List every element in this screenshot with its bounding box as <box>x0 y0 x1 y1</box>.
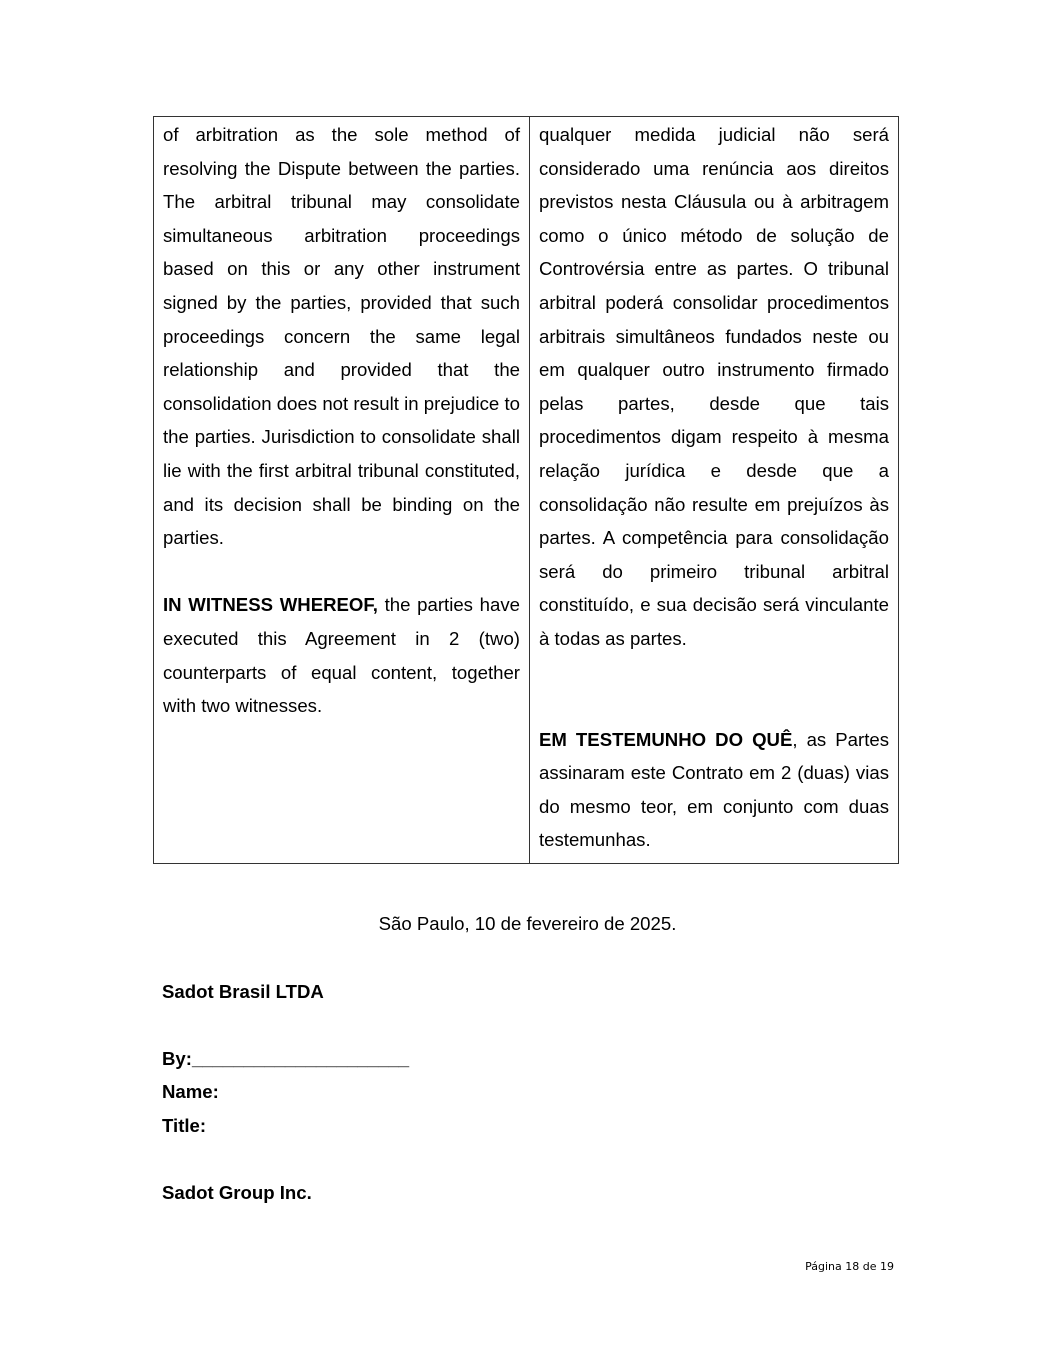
bilingual-clause-table <box>153 116 899 864</box>
english-column <box>154 117 530 864</box>
english-witness-text: the parties have executed this Agreement in 2 (two) counterparts of equal content, together with two witnesses. <box>163 594 520 717</box>
english-witness-heading: IN WITNESS WHEREOF, <box>163 594 378 616</box>
signature-title-label: Title: <box>162 1115 207 1136</box>
signature-by-line: By:_____________________ <box>162 1048 410 1069</box>
signatory-company-2: Sadot Group Inc. <box>162 1182 312 1203</box>
portuguese-column <box>530 117 899 864</box>
english-witness-paragraph <box>163 588 520 722</box>
signature-name-label: Name: <box>162 1081 219 1102</box>
portuguese-witness-paragraph <box>539 723 889 857</box>
place-and-date: São Paulo, 10 de fevereiro de 2025. <box>378 913 677 934</box>
portuguese-witness-text: , as Partes assinaram este Contrato em 2 (duas) vias do mesmo teor, em conjunto com duas testemunhas. <box>539 728 890 851</box>
page-number: Página 18 de 19 <box>805 1260 894 1273</box>
english-arbitration-paragraph: of arbitration as the sole method of resolving the Dispute between the parties. The arbitral tribunal may consolidate simultaneous arbitration proceedings based on this or any other instrument signed by the parties, provided that such proceedings concern the same legal relationship and provided that the consolidation does not result in prejudice to the parties. Jurisdiction to consolidate shall lie with the first arbitral tribunal constituted, and its decision shall be binding on the parties. <box>163 124 520 549</box>
signatory-company-1: Sadot Brasil LTDA <box>162 981 324 1002</box>
portuguese-arbitration-paragraph: qualquer medida judicial não será considerado uma renúncia aos direitos previstos nesta Cláusula ou à arbitragem como o único método de solução de Controvérsia entre as partes. O tribunal arbitral poderá consolidar procedimentos arbitrais simultâneos fundados neste ou em qualquer outro instrumento firmado pelas partes, desde que tais procedimentos digam respeito à mesma relação jurídica e desde que a consolidação não resulte em prejuízos às partes. A competência para consolidação será do primeiro tribunal arbitral constituído, e sua decisão será vinculante à todas as partes. <box>539 124 889 649</box>
table-row <box>154 117 899 864</box>
portuguese-witness-heading: EM TESTEMUNHO DO QUÊ <box>539 728 793 750</box>
